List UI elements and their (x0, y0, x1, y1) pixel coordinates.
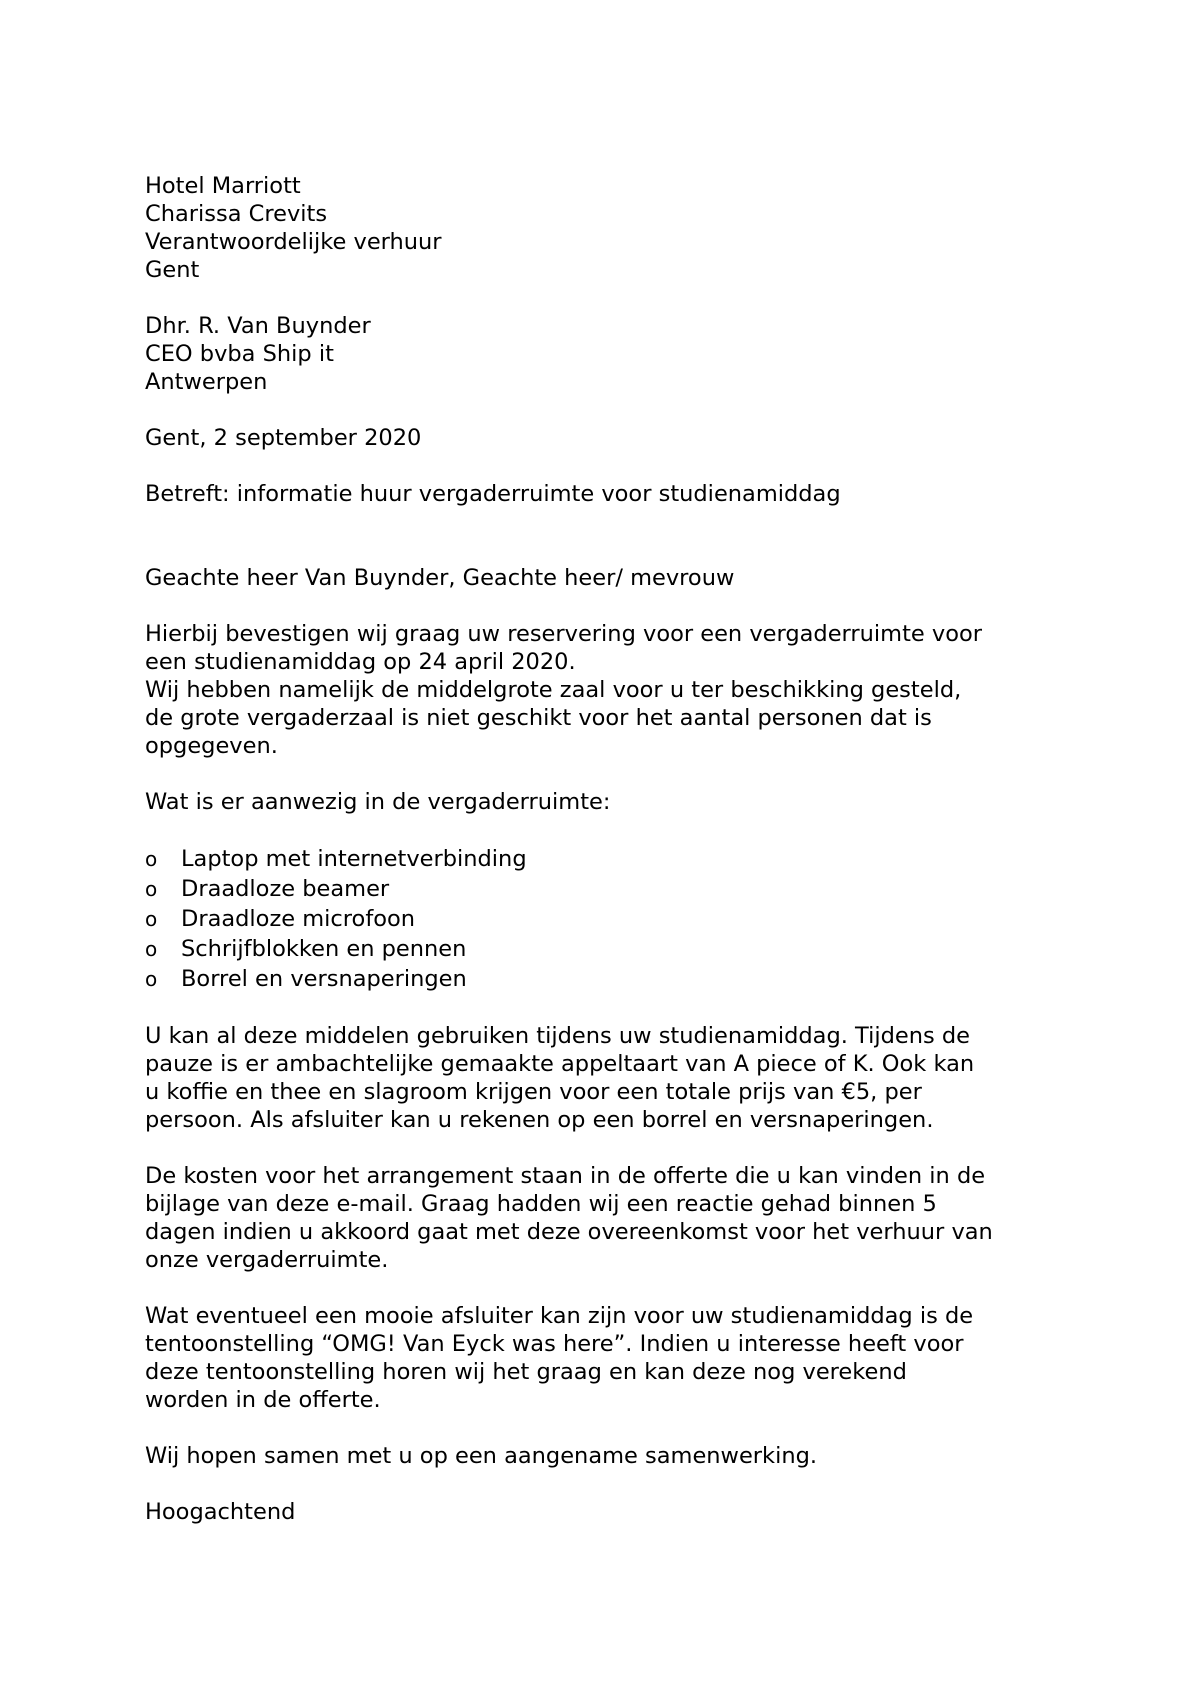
paragraph-line: onze vergaderruimte. (145, 1247, 389, 1273)
paragraph-line: Hierbij bevestigen wij graag uw reservering voor een vergaderruimte voor (145, 621, 983, 647)
paragraph-line: pauze is er ambachtelijke gemaakte appeltaart van A piece of K. Ook kan (145, 1051, 975, 1077)
bullet-marker: o (145, 877, 158, 901)
paragraph-line: een studienamiddag op 24 april 2020. (145, 649, 576, 675)
bullet-marker: o (145, 967, 158, 991)
letter-page (145, 172, 1085, 1526)
sender-block (145, 172, 1085, 284)
subject-line: Betreft: informatie huur vergaderruimte voor studienamiddag (145, 481, 841, 507)
list-item-text: Borrel en versnaperingen (181, 966, 467, 992)
list-heading: Wat is er aanwezig in de vergaderruimte: (145, 789, 611, 815)
sender-city: Gent (145, 257, 200, 283)
date-line: Gent, 2 september 2020 (145, 425, 422, 451)
paragraph-line: persoon. Als afsluiter kan u rekenen op een borrel en versnaperingen. (145, 1107, 934, 1133)
exhibition-paragraph (145, 1302, 1085, 1414)
list-item-text: Draadloze beamer (181, 876, 390, 902)
sign-off: Hoogachtend (145, 1499, 296, 1525)
amenities-list (145, 844, 1085, 994)
paragraph-line: De kosten voor het arrangement staan in de offerte die u kan vinden in de (145, 1163, 986, 1189)
paragraph-line: de grote vergaderzaal is niet geschikt voor het aantal personen dat is (145, 705, 932, 731)
paragraph-line: deze tentoonstelling horen wij het graag en kan deze nog verekend (145, 1359, 907, 1385)
list-item-text: Laptop met internetverbinding (181, 846, 527, 872)
recipient-city: Antwerpen (145, 369, 268, 395)
bullet-marker: o (145, 937, 158, 961)
sender-role: Verantwoordelijke verhuur (145, 229, 442, 255)
bullet-marker: o (145, 847, 158, 871)
list-item-text: Draadloze microfoon (181, 906, 416, 932)
usage-paragraph (145, 1022, 1085, 1134)
salutation: Geachte heer Van Buynder, Geachte heer/ mevrouw (145, 565, 735, 591)
intro-paragraph (145, 620, 1085, 760)
recipient-name: Dhr. R. Van Buynder (145, 313, 371, 339)
recipient-block (145, 312, 1085, 396)
costs-paragraph (145, 1162, 1085, 1274)
paragraph-line: u koffie en thee en slagroom krijgen voor een totale prijs van €5, per (145, 1079, 922, 1105)
paragraph-line: Wat eventueel een mooie afsluiter kan zijn voor uw studienamiddag is de (145, 1303, 974, 1329)
paragraph-line: Wij hebben namelijk de middelgrote zaal voor u ter beschikking gesteld, (145, 677, 962, 703)
list-item (145, 874, 1085, 904)
recipient-role: CEO bvba Ship it (145, 341, 334, 367)
paragraph-line: worden in de offerte. (145, 1387, 381, 1413)
sender-contact: Charissa Crevits (145, 201, 328, 227)
paragraph-line: dagen indien u akkoord gaat met deze overeenkomst voor het verhuur van (145, 1219, 993, 1245)
paragraph-line: U kan al deze middelen gebruiken tijdens uw studienamiddag. Tijdens de (145, 1023, 970, 1049)
paragraph-line: bijlage van deze e-mail. Graag hadden wij een reactie gehad binnen 5 (145, 1191, 937, 1217)
list-item-text: Schrijfblokken en pennen (181, 936, 467, 962)
sender-name: Hotel Marriott (145, 173, 301, 199)
closing-line: Wij hopen samen met u op een aangename samenwerking. (145, 1443, 818, 1469)
list-item (145, 964, 1085, 994)
bullet-marker: o (145, 907, 158, 931)
list-item (145, 844, 1085, 874)
paragraph-line: tentoonstelling “OMG! Van Eyck was here”. Indien u interesse heeft voor (145, 1331, 964, 1357)
list-item (145, 904, 1085, 934)
list-item (145, 934, 1085, 964)
paragraph-line: opgegeven. (145, 733, 278, 759)
